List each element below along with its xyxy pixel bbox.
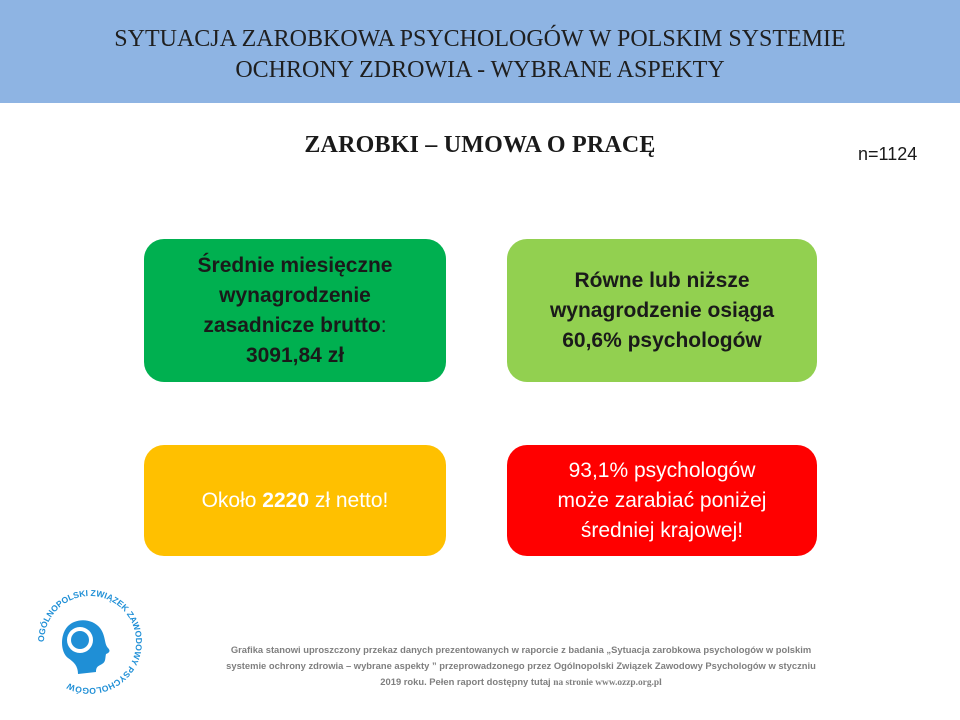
below-average-box xyxy=(507,445,817,556)
equal-or-lower-line2: wynagrodzenie osiąga xyxy=(549,298,775,322)
logo-ring-text: OGÓLNOPOLSKI ZWIĄZEK ZAWODOWY PSYCHOLOGÓW xyxy=(35,587,145,697)
equal-or-lower-box xyxy=(507,239,817,382)
head-profile-icon xyxy=(62,620,109,674)
footer-line2: systemie ochrony zdrowia – wybrane aspekty ” przeprowadzonego przez Ogólnopolski Związek Zawodowy Psychologów w styczniu xyxy=(226,660,816,671)
slide-subtitle: ZAROBKI – UMOWA O PRACĘ xyxy=(304,132,656,158)
gross-salary-label: Średnie miesięczne wynagrodzenie zasadnicze brutto xyxy=(197,253,393,337)
header-title-line1: SYTUACJA ZAROBKOWA PSYCHOLOGÓW W POLSKIM SYSTEMIE xyxy=(114,25,846,52)
below-average-line3: średniej krajowej! xyxy=(580,518,744,542)
net-salary-text xyxy=(202,486,389,516)
net-salary-suffix: zł netto! xyxy=(309,488,389,512)
equal-or-lower-line3: 60,6% psychologów xyxy=(562,328,762,352)
equal-or-lower-line1: Równe lub niższe xyxy=(574,268,750,292)
footer-website-link[interactable]: na stronie www.ozzp.org.pl xyxy=(553,678,662,688)
below-average-text xyxy=(558,456,767,546)
footer-line3 xyxy=(156,674,886,691)
header-title-line2: OCHRONY ZDROWIA - WYBRANE ASPEKTY xyxy=(235,56,725,83)
gross-salary-value: 3091,84 zł xyxy=(245,343,345,367)
below-average-line2: może zarabiać poniżej xyxy=(557,488,767,512)
sample-size: n=1124 xyxy=(858,144,918,164)
net-salary-value: 2220 xyxy=(262,488,310,512)
ozzp-logo xyxy=(34,586,146,698)
footer-note xyxy=(156,642,886,691)
below-average-line1: 93,1% psychologów xyxy=(568,458,756,482)
net-salary-box xyxy=(144,445,446,556)
slide-header xyxy=(0,0,960,103)
net-salary-prefix: Około xyxy=(201,488,263,512)
gross-salary-text xyxy=(175,251,415,371)
equal-or-lower-text xyxy=(550,266,774,356)
footer-line3-text: 2019 roku. Pełen raport dostępny tutaj xyxy=(380,676,554,687)
gross-salary-colon: : xyxy=(380,313,387,337)
footer-line1: Grafika stanowi uproszczony przekaz danych prezentowanych w raporcie z badania „Sytuacja zarobkowa psychologów w polskim xyxy=(230,644,812,655)
gross-salary-box xyxy=(144,239,446,382)
